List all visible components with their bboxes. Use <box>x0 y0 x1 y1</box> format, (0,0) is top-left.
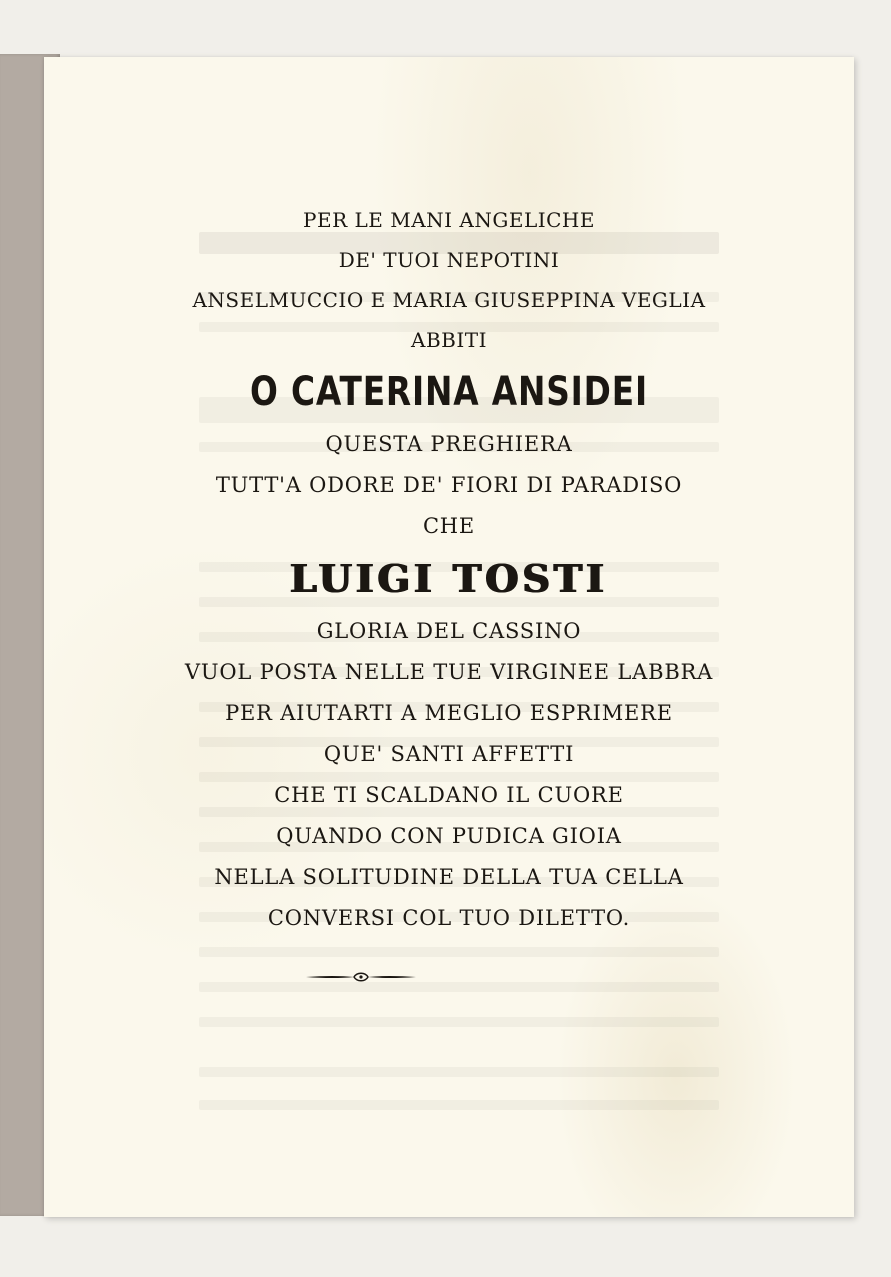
recipient-name: O CATERINA ANSIDEI <box>250 369 648 415</box>
dedication-line-8: CHE <box>422 514 476 538</box>
dedication-text <box>44 200 854 939</box>
dedication-line-1: PER LE MANI ANGELICHE <box>303 208 595 232</box>
rule-ornament-icon <box>304 970 418 984</box>
dedication-line-4: ABBITI <box>411 328 487 352</box>
dedication-line-17: CONVERSI COL TUO DILETTO. <box>267 906 631 930</box>
dedication-line-13: QUE' SANTI AFFETTI <box>323 742 575 766</box>
dedication-line-12: PER AIUTARTI A MEGLIO ESPRIMERE <box>225 701 673 725</box>
dedication-line-3: ANSELMUCCIO E MARIA GIUSEPPINA VEGLIA <box>192 288 706 312</box>
author-name: LUIGI TOSTI <box>290 556 608 601</box>
dedication-line-15: QUANDO CON PUDICA GIOIA <box>276 824 622 848</box>
dedication-line-7: TUTT'A ODORE DE' FIORI DI PARADISO <box>215 473 683 497</box>
dedication-line-16: NELLA SOLITUDINE DELLA TUA CELLA <box>214 865 684 889</box>
dedication-line-2: DE' TUOI NEPOTINI <box>338 248 560 272</box>
dedication-line-14: CHE TI SCALDANO IL CUORE <box>274 783 624 807</box>
dedication-line-6: QUESTA PREGHIERA <box>325 432 573 456</box>
dedication-line-11: VUOL POSTA NELLE TUE VIRGINEE LABBRA <box>184 660 714 684</box>
dedication-line-10: GLORIA DEL CASSINO <box>316 619 582 643</box>
